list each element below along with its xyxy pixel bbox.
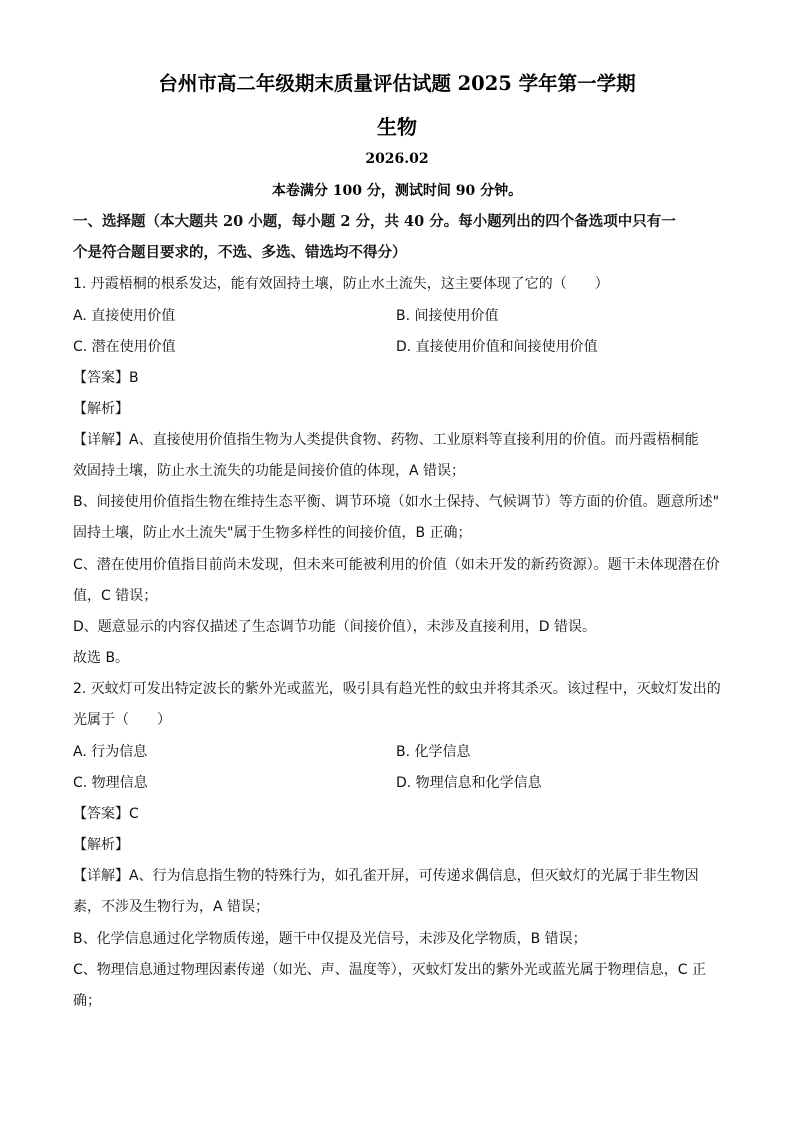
q2-stem-line-1: 2. 灭蚊灯可发出特定波长的紫外光或蓝光，吸引具有趋光性的蚊虫并将其杀灭。该过程中，灭蚊灯发出的 (73, 681, 721, 697)
exam-date: 2026.02 (365, 151, 429, 167)
q1-option-d: D. 直接使用价值和间接使用价值 (396, 339, 598, 355)
q2-option-a: A. 行为信息 (73, 744, 148, 760)
q1-detail-line: 值，C 错误； (73, 588, 158, 604)
exam-title: 台州市高二年级期末质量评估试题 2025 学年第一学期 (158, 72, 636, 95)
q2-stem-line-2: 光属于（ ） (73, 712, 171, 728)
subject-title: 生物 (377, 115, 417, 139)
q2-detail-line: 确； (73, 993, 101, 1009)
q1-conclusion: 故选 B。 (73, 650, 130, 666)
q2-answer: 【答案】C (73, 806, 139, 822)
q1-detail-line: C、潜在使用价值指目前尚未发现，但未来可能被利用的价值（如未开发的新药资源）。题干未体现潜在价 (73, 557, 720, 573)
q1-detail-line: B、间接使用价值指生物在维持生态平衡、调节环境（如水土保持、气候调节）等方面的价值。题意所述" (73, 494, 720, 510)
q2-detail-line: 【详解】A、行为信息指生物的特殊行为，如孔雀开屏，可传递求偶信息，但灭蚊灯的光属于非生物因 (73, 868, 699, 884)
q2-detail-line: 素，不涉及生物行为，A 错误； (73, 899, 270, 915)
q2-option-c: C. 物理信息 (73, 775, 148, 791)
q1-option-a: A. 直接使用价值 (73, 308, 176, 324)
q1-answer: 【答案】B (73, 370, 139, 386)
q1-detail-line: 效固持土壤，防止水土流失的功能是间接价值的体现，A 错误； (73, 463, 466, 479)
q2-detail-line: B、化学信息通过化学物质传递，题干中仅提及光信号，未涉及化学物质，B 错误； (73, 931, 587, 947)
q2-option-d: D. 物理信息和化学信息 (396, 775, 542, 791)
q1-analysis-label: 【解析】 (73, 401, 129, 417)
q1-option-b: B. 间接使用价值 (396, 308, 499, 324)
q2-detail-line: C、物理信息通过物理因素传递（如光、声、温度等），灭蚊灯发出的紫外光或蓝光属于物理信息，C 正 (73, 962, 706, 978)
section-heading-line-1: 一、选择题（本大题共 20 小题，每小题 2 分，共 40 分。每小题列出的四个备选项中只有一 (73, 213, 676, 230)
q1-detail-line: D、题意显示的内容仅描述了生态调节功能（间接价值），未涉及直接利用，D 错误。 (73, 619, 597, 635)
q2-analysis-label: 【解析】 (73, 837, 129, 853)
q1-option-c: C. 潜在使用价值 (73, 339, 176, 355)
q1-stem: 1. 丹霞梧桐的根系发达，能有效固持土壤，防止水土流失，这主要体现了它的（ ） (73, 276, 609, 292)
q1-detail-line: 【详解】A、直接使用价值指生物为人类提供食物、药物、工业原料等直接利用的价值。而丹霞梧桐能 (73, 432, 699, 448)
q1-detail-line: 固持土壤，防止水土流失"属于生物多样性的间接价值，B 正确； (73, 525, 472, 541)
section-heading-line-2: 个是符合题目要求的，不选、多选、错选均不得分） (73, 244, 407, 261)
q2-option-b: B. 化学信息 (396, 744, 471, 760)
exam-note: 本卷满分 100 分，测试时间 90 分钟。 (271, 183, 523, 199)
